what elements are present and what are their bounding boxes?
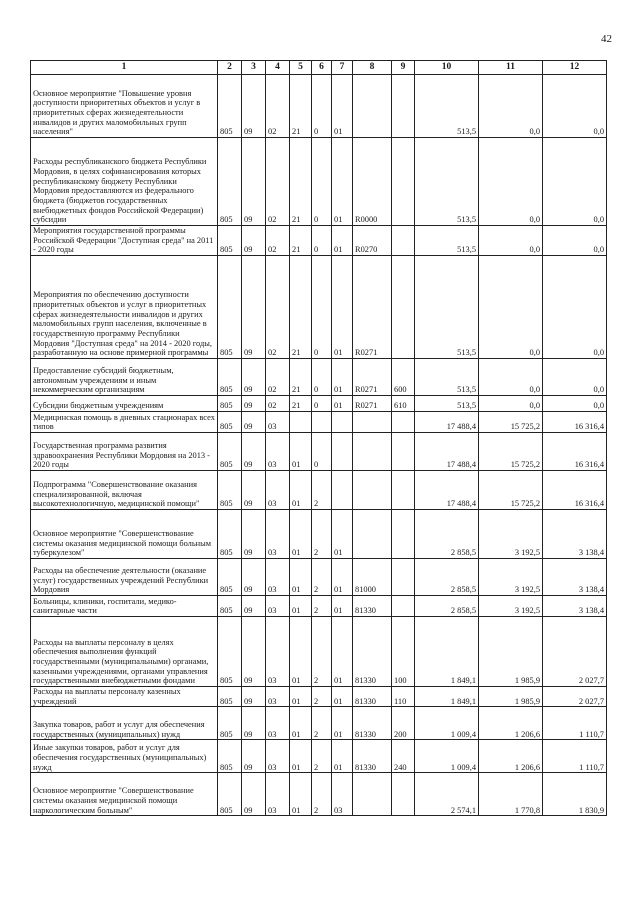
- table-header-row: [31, 61, 607, 75]
- amount-cell: 3 138,4: [543, 510, 607, 559]
- code-cell: 805: [218, 471, 242, 510]
- code-cell: 805: [218, 138, 242, 226]
- row-name-cell: Иные закупки товаров, работ и услуг для обеспечения государственных (муниципальных) нужд: [31, 740, 218, 773]
- row-name-cell: Предоставление субсидий бюджетным, автономным учреждениям и иным некоммерческим организациям: [31, 359, 218, 396]
- code-cell: 805: [218, 510, 242, 559]
- column-header: 7: [332, 61, 353, 75]
- code-cell: R0000: [353, 138, 392, 226]
- table-body: [31, 75, 607, 816]
- code-cell: 01: [290, 617, 312, 687]
- code-cell: [353, 510, 392, 559]
- code-cell: 01: [332, 559, 353, 596]
- amount-cell: 2 027,7: [543, 687, 607, 707]
- code-cell: 03: [266, 412, 290, 433]
- code-cell: 03: [266, 687, 290, 707]
- code-cell: 02: [266, 256, 290, 359]
- code-cell: 01: [332, 740, 353, 773]
- code-cell: 09: [242, 687, 266, 707]
- code-cell: [392, 471, 415, 510]
- code-cell: 805: [218, 740, 242, 773]
- code-cell: 03: [332, 773, 353, 816]
- column-header: 6: [312, 61, 332, 75]
- code-cell: 2: [312, 773, 332, 816]
- code-cell: 0: [312, 75, 332, 138]
- amount-cell: 3 192,5: [479, 510, 543, 559]
- code-cell: 805: [218, 359, 242, 396]
- code-cell: 01: [290, 433, 312, 471]
- code-cell: 21: [290, 256, 312, 359]
- code-cell: 2: [312, 471, 332, 510]
- code-cell: [392, 138, 415, 226]
- row-name-cell: Государственная программа развития здравоохранения Республики Мордовия на 2013 - 2020 годы: [31, 433, 218, 471]
- amount-cell: 513,5: [415, 226, 479, 256]
- amount-cell: 0,0: [479, 256, 543, 359]
- amount-cell: 0,0: [543, 359, 607, 396]
- amount-cell: 0,0: [479, 226, 543, 256]
- code-cell: 2: [312, 559, 332, 596]
- code-cell: R0271: [353, 256, 392, 359]
- code-cell: 03: [266, 559, 290, 596]
- row-name-cell: Основное мероприятие "Совершенствование системы оказания медицинской помощи наркологическим больным": [31, 773, 218, 816]
- code-cell: 110: [392, 687, 415, 707]
- code-cell: [392, 412, 415, 433]
- code-cell: [332, 471, 353, 510]
- table-row: [31, 559, 607, 596]
- amount-cell: 2 027,7: [543, 617, 607, 687]
- code-cell: 01: [332, 617, 353, 687]
- code-cell: 01: [290, 773, 312, 816]
- table-row: [31, 396, 607, 412]
- code-cell: R0271: [353, 396, 392, 412]
- code-cell: [392, 510, 415, 559]
- row-name-cell: Мероприятия по обеспечению доступности приоритетных объектов и услуг в приоритетных сферах жизнедеятельности инвалидов и других маломобильных групп населения, включенные в государственную программу Республики Мордовия "Доступная среда" на 2014 - 2020 годы, разработанную на основе примерной программы: [31, 256, 218, 359]
- code-cell: 81330: [353, 707, 392, 740]
- code-cell: 01: [290, 687, 312, 707]
- code-cell: 01: [332, 396, 353, 412]
- amount-cell: 2 574,1: [415, 773, 479, 816]
- code-cell: 0: [312, 226, 332, 256]
- code-cell: [312, 412, 332, 433]
- amount-cell: 16 316,4: [543, 412, 607, 433]
- row-name-cell: Субсидии бюджетным учреждениям: [31, 396, 218, 412]
- amount-cell: 1 009,4: [415, 740, 479, 773]
- row-name-cell: Медицинская помощь в дневных стационарах всех типов: [31, 412, 218, 433]
- code-cell: 2: [312, 707, 332, 740]
- code-cell: [353, 773, 392, 816]
- code-cell: 03: [266, 740, 290, 773]
- amount-cell: 513,5: [415, 396, 479, 412]
- code-cell: 2: [312, 740, 332, 773]
- amount-cell: 1 110,7: [543, 740, 607, 773]
- code-cell: 01: [332, 256, 353, 359]
- code-cell: 01: [290, 510, 312, 559]
- column-header: 1: [31, 61, 218, 75]
- code-cell: 2: [312, 617, 332, 687]
- code-cell: [392, 256, 415, 359]
- code-cell: [332, 433, 353, 471]
- code-cell: 09: [242, 471, 266, 510]
- amount-cell: 0,0: [479, 75, 543, 138]
- amount-cell: 2 858,5: [415, 596, 479, 617]
- table-row: [31, 687, 607, 707]
- code-cell: 03: [266, 617, 290, 687]
- amount-cell: 3 192,5: [479, 596, 543, 617]
- amount-cell: 1 110,7: [543, 707, 607, 740]
- column-header: 2: [218, 61, 242, 75]
- code-cell: [353, 75, 392, 138]
- code-cell: [392, 226, 415, 256]
- amount-cell: 1 830,9: [543, 773, 607, 816]
- row-name-cell: Основное мероприятие "Совершенствование системы оказания медицинской помощи больным туберкулезом": [31, 510, 218, 559]
- amount-cell: 1 206,6: [479, 740, 543, 773]
- code-cell: 0: [312, 138, 332, 226]
- code-cell: 09: [242, 396, 266, 412]
- amount-cell: 17 488,4: [415, 471, 479, 510]
- code-cell: 805: [218, 256, 242, 359]
- amount-cell: 1 009,4: [415, 707, 479, 740]
- amount-cell: 2 858,5: [415, 510, 479, 559]
- code-cell: 0: [312, 359, 332, 396]
- table-row: [31, 707, 607, 740]
- column-header: 5: [290, 61, 312, 75]
- code-cell: 0: [312, 433, 332, 471]
- page-number: 42: [601, 33, 612, 45]
- code-cell: R0270: [353, 226, 392, 256]
- code-cell: 02: [266, 226, 290, 256]
- code-cell: 01: [332, 359, 353, 396]
- amount-cell: 513,5: [415, 138, 479, 226]
- amount-cell: 1 770,8: [479, 773, 543, 816]
- row-name-cell: Расходы республиканского бюджета Республики Мордовия, в целях софинансирования которых республиканскому бюджету Республики Мордовия предоставляются из федерального бюджета (бюджетов государственных внебюджетных фондов Российской Федерации) субсидии: [31, 138, 218, 226]
- code-cell: 21: [290, 359, 312, 396]
- code-cell: 09: [242, 359, 266, 396]
- table-row: [31, 412, 607, 433]
- code-cell: 21: [290, 396, 312, 412]
- amount-cell: 0,0: [543, 75, 607, 138]
- amount-cell: 1 985,9: [479, 687, 543, 707]
- code-cell: 03: [266, 471, 290, 510]
- code-cell: 09: [242, 256, 266, 359]
- amount-cell: 17 488,4: [415, 433, 479, 471]
- code-cell: 09: [242, 75, 266, 138]
- amount-cell: 1 849,1: [415, 617, 479, 687]
- table-row: [31, 617, 607, 687]
- code-cell: 2: [312, 687, 332, 707]
- table-row: [31, 75, 607, 138]
- amount-cell: 0,0: [543, 138, 607, 226]
- table-row: [31, 740, 607, 773]
- table-row: [31, 359, 607, 396]
- amount-cell: 0,0: [543, 396, 607, 412]
- table-row: [31, 596, 607, 617]
- code-cell: 03: [266, 596, 290, 617]
- column-header: 10: [415, 61, 479, 75]
- code-cell: 09: [242, 226, 266, 256]
- code-cell: 600: [392, 359, 415, 396]
- code-cell: 805: [218, 433, 242, 471]
- code-cell: 01: [290, 559, 312, 596]
- code-cell: 805: [218, 773, 242, 816]
- row-name-cell: Расходы на выплаты персоналу в целях обеспечения выполнения функций государственными (муниципальными) органами, казенными учреждениями, органами управления государственными внебюджетными фондами: [31, 617, 218, 687]
- code-cell: 09: [242, 138, 266, 226]
- code-cell: 01: [332, 138, 353, 226]
- code-cell: 805: [218, 707, 242, 740]
- code-cell: 01: [332, 75, 353, 138]
- amount-cell: 0,0: [479, 359, 543, 396]
- column-header: 9: [392, 61, 415, 75]
- table-row: [31, 471, 607, 510]
- code-cell: 01: [332, 707, 353, 740]
- code-cell: 0: [312, 396, 332, 412]
- row-name-cell: Расходы на обеспечение деятельности (оказание услуг) государственных учреждений Республики Мордовия: [31, 559, 218, 596]
- amount-cell: 513,5: [415, 256, 479, 359]
- code-cell: [353, 412, 392, 433]
- column-header: 4: [266, 61, 290, 75]
- code-cell: 09: [242, 596, 266, 617]
- amount-cell: 1 849,1: [415, 687, 479, 707]
- row-name-cell: Расходы на выплаты персоналу казенных учреждений: [31, 687, 218, 707]
- amount-cell: 15 725,2: [479, 471, 543, 510]
- amount-cell: 513,5: [415, 75, 479, 138]
- row-name-cell: Мероприятия государственной программы Российской Федерации "Доступная среда" на 2011 - 2020 годы: [31, 226, 218, 256]
- amount-cell: 2 858,5: [415, 559, 479, 596]
- column-header: 11: [479, 61, 543, 75]
- code-cell: 01: [332, 226, 353, 256]
- row-name-cell: Больницы, клиники, госпитали, медико-санитарные части: [31, 596, 218, 617]
- code-cell: 01: [290, 471, 312, 510]
- amount-cell: 513,5: [415, 359, 479, 396]
- row-name-cell: Подпрограмма "Совершенствование оказания специализированной, включая высокотехнологичную, медицинской помощи": [31, 471, 218, 510]
- code-cell: 805: [218, 559, 242, 596]
- amount-cell: 3 138,4: [543, 596, 607, 617]
- code-cell: 81000: [353, 559, 392, 596]
- code-cell: 02: [266, 396, 290, 412]
- code-cell: 805: [218, 75, 242, 138]
- code-cell: 200: [392, 707, 415, 740]
- code-cell: 81330: [353, 596, 392, 617]
- code-cell: 02: [266, 75, 290, 138]
- table-row: [31, 256, 607, 359]
- code-cell: 09: [242, 433, 266, 471]
- column-header: 8: [353, 61, 392, 75]
- code-cell: [392, 75, 415, 138]
- amount-cell: 0,0: [479, 396, 543, 412]
- amount-cell: 3 138,4: [543, 559, 607, 596]
- code-cell: [332, 412, 353, 433]
- amount-cell: 15 725,2: [479, 412, 543, 433]
- code-cell: 09: [242, 617, 266, 687]
- code-cell: 03: [266, 707, 290, 740]
- row-name-cell: Закупка товаров, работ и услуг для обеспечения государственных (муниципальных) нужд: [31, 707, 218, 740]
- code-cell: 09: [242, 740, 266, 773]
- table-row: [31, 226, 607, 256]
- code-cell: 09: [242, 412, 266, 433]
- code-cell: 81330: [353, 687, 392, 707]
- amount-cell: 16 316,4: [543, 433, 607, 471]
- code-cell: [353, 433, 392, 471]
- amount-cell: 17 488,4: [415, 412, 479, 433]
- column-header: 3: [242, 61, 266, 75]
- amount-cell: 0,0: [479, 138, 543, 226]
- code-cell: [353, 471, 392, 510]
- table-row: [31, 138, 607, 226]
- code-cell: 01: [332, 510, 353, 559]
- code-cell: 81330: [353, 617, 392, 687]
- budget-table: [30, 60, 607, 816]
- code-cell: 09: [242, 559, 266, 596]
- amount-cell: 1 206,6: [479, 707, 543, 740]
- amount-cell: 1 985,9: [479, 617, 543, 687]
- code-cell: 03: [266, 510, 290, 559]
- code-cell: 805: [218, 226, 242, 256]
- amount-cell: 3 192,5: [479, 559, 543, 596]
- code-cell: 01: [290, 707, 312, 740]
- code-cell: 0: [312, 256, 332, 359]
- code-cell: 21: [290, 75, 312, 138]
- table-row: [31, 433, 607, 471]
- code-cell: 610: [392, 396, 415, 412]
- column-header: 12: [543, 61, 607, 75]
- code-cell: 100: [392, 617, 415, 687]
- code-cell: 240: [392, 740, 415, 773]
- code-cell: [392, 773, 415, 816]
- code-cell: 805: [218, 412, 242, 433]
- amount-cell: 0,0: [543, 256, 607, 359]
- code-cell: [392, 596, 415, 617]
- code-cell: 03: [266, 433, 290, 471]
- code-cell: 02: [266, 359, 290, 396]
- code-cell: 01: [332, 687, 353, 707]
- code-cell: 81330: [353, 740, 392, 773]
- table-row: [31, 510, 607, 559]
- code-cell: 805: [218, 396, 242, 412]
- code-cell: 09: [242, 707, 266, 740]
- code-cell: 01: [332, 596, 353, 617]
- code-cell: 805: [218, 687, 242, 707]
- row-name-cell: Основное мероприятие "Повышение уровня доступности приоритетных объектов и услуг в приоритетных сферах жизнедеятельности инвалидов и других маломобильных групп населения": [31, 75, 218, 138]
- amount-cell: 16 316,4: [543, 471, 607, 510]
- code-cell: 805: [218, 596, 242, 617]
- code-cell: 01: [290, 596, 312, 617]
- code-cell: 21: [290, 138, 312, 226]
- code-cell: 09: [242, 773, 266, 816]
- code-cell: 01: [290, 740, 312, 773]
- code-cell: [290, 412, 312, 433]
- code-cell: 2: [312, 596, 332, 617]
- code-cell: [392, 559, 415, 596]
- code-cell: R0271: [353, 359, 392, 396]
- amount-cell: 15 725,2: [479, 433, 543, 471]
- code-cell: 21: [290, 226, 312, 256]
- code-cell: 03: [266, 773, 290, 816]
- code-cell: 09: [242, 510, 266, 559]
- amount-cell: 0,0: [543, 226, 607, 256]
- code-cell: [392, 433, 415, 471]
- code-cell: 2: [312, 510, 332, 559]
- code-cell: 02: [266, 138, 290, 226]
- code-cell: 805: [218, 617, 242, 687]
- table-row: [31, 773, 607, 816]
